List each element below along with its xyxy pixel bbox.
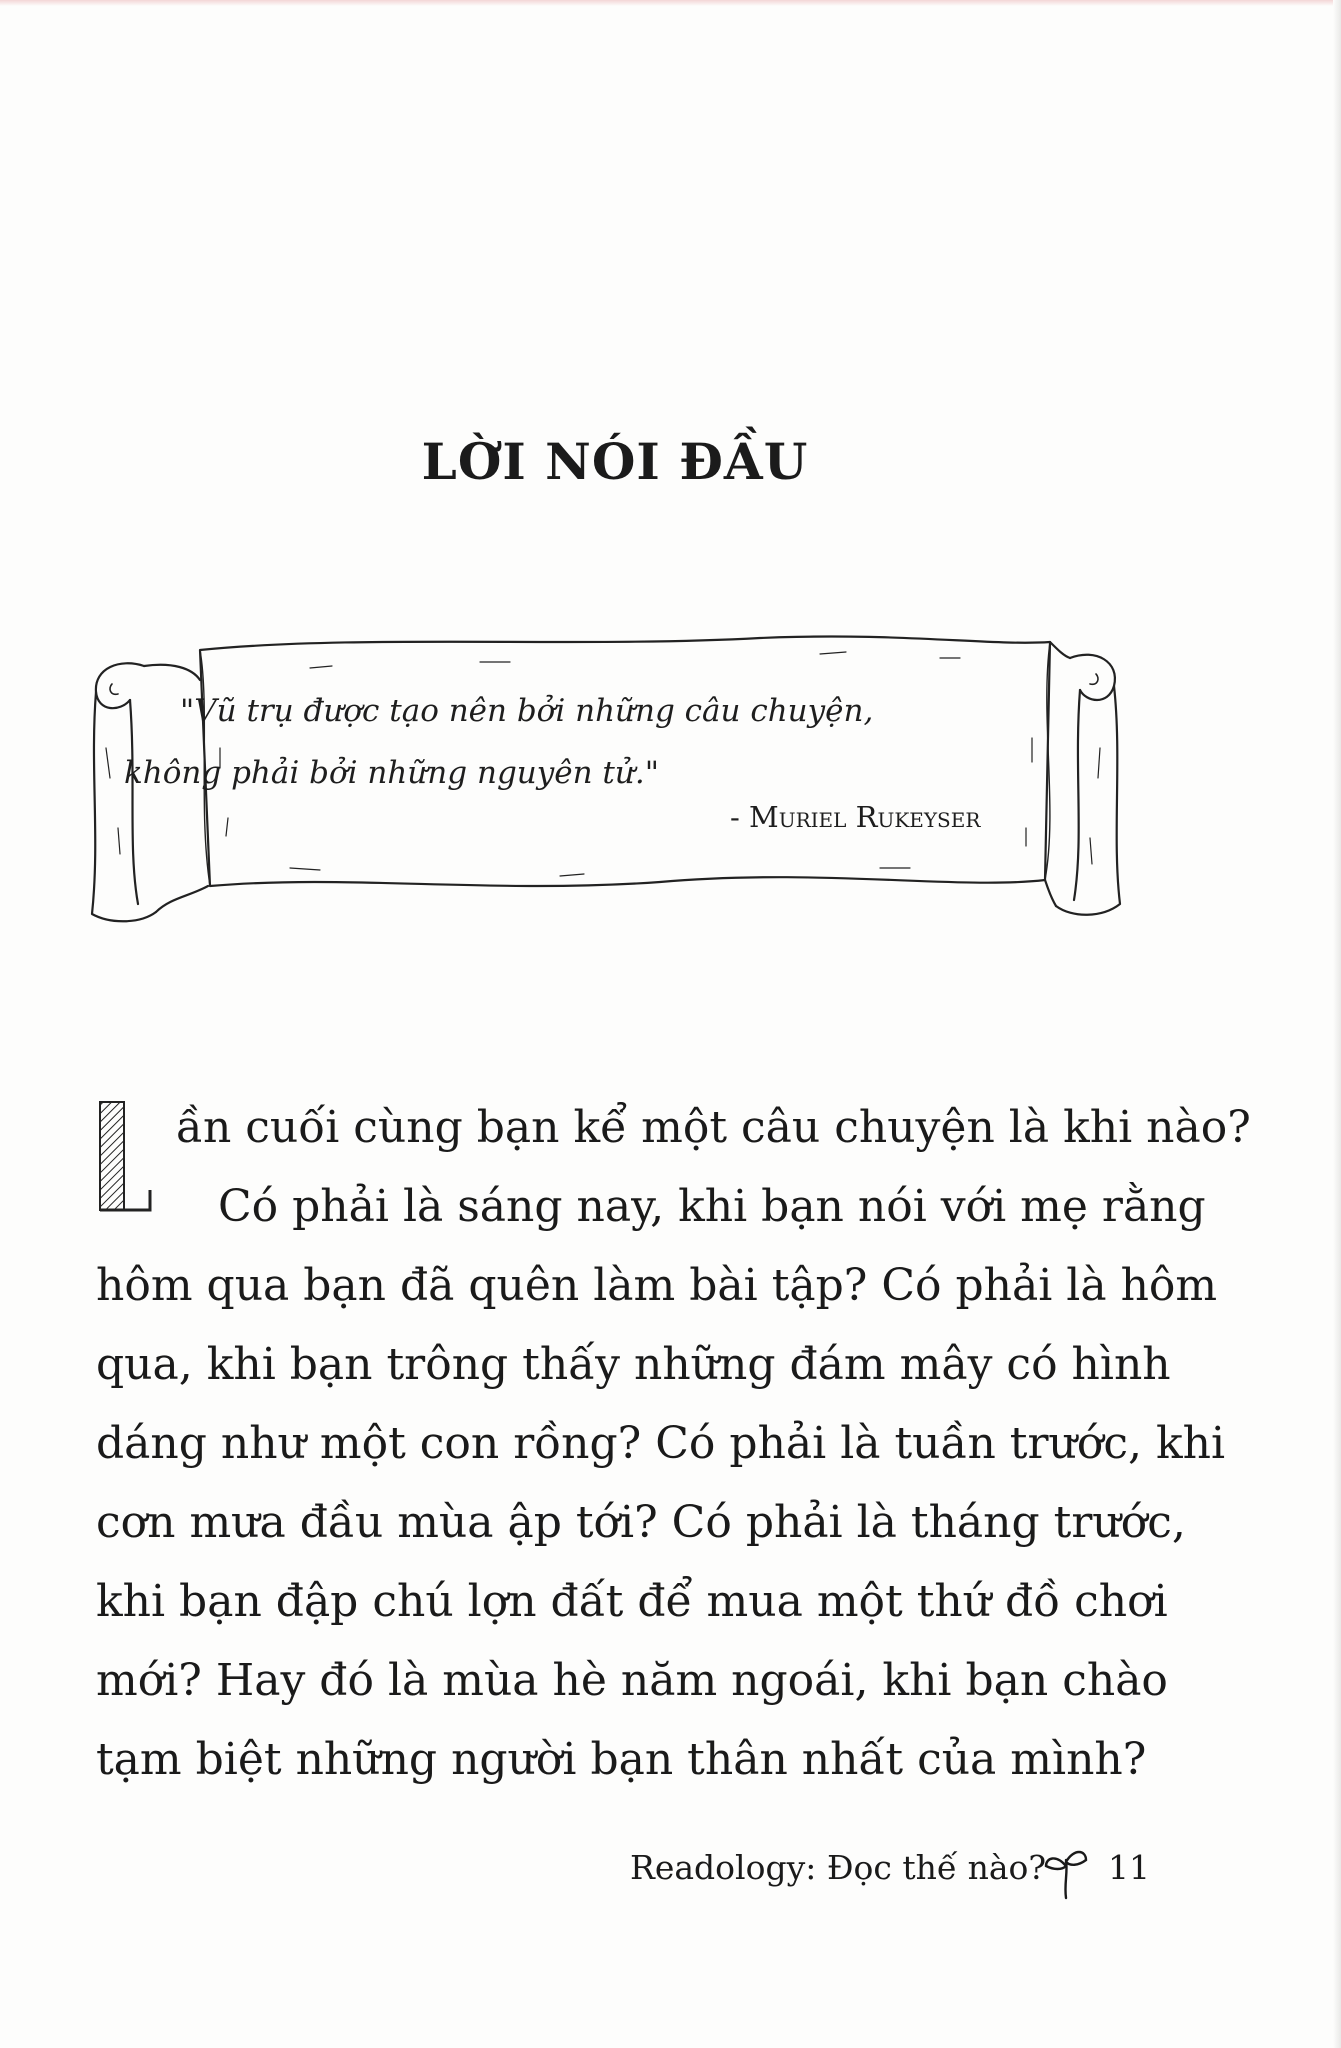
sprout-icon	[1042, 1840, 1090, 1900]
body-line: khi bạn đập chú lợn đất để mua một thứ đồ chơi	[96, 1576, 1168, 1627]
body-line: mới? Hay đó là mùa hè năm ngoái, khi bạn chào	[96, 1655, 1168, 1706]
body-line: hôm qua bạn đã quên làm bài tập? Có phải là hôm	[96, 1260, 1218, 1311]
epigraph-attribution: - Muriel Rukeyser	[730, 800, 981, 834]
body-paragraph	[96, 1088, 1251, 1799]
page-top-edge	[0, 0, 1341, 6]
running-title: Readology: Đọc thế nào?	[630, 1848, 1047, 1887]
page-number: 11	[1108, 1848, 1150, 1887]
body-line: ần cuối cùng bạn kể một câu chuyện là khi nào?	[176, 1102, 1251, 1153]
epigraph-quote	[124, 680, 1060, 804]
page-footer	[630, 1848, 1150, 1908]
body-line: qua, khi bạn trông thấy những đám mây có hình	[96, 1339, 1171, 1390]
body-line: tạm biệt những người bạn thân nhất của mình?	[96, 1734, 1147, 1785]
page-right-edge	[1333, 0, 1341, 2048]
chapter-title: LỜI NÓI ĐẦU	[421, 432, 809, 491]
body-line: dáng như một con rồng? Có phải là tuần trước, khi	[96, 1418, 1226, 1469]
epigraph-line-2: không phải bởi những nguyên tử."	[124, 755, 659, 791]
epigraph-line-1: "Vũ trụ được tạo nên bởi những câu chuyện,	[180, 693, 874, 729]
body-line: Có phải là sáng nay, khi bạn nói với mẹ rằng	[218, 1181, 1206, 1232]
body-line: cơn mưa đầu mùa ập tới? Có phải là tháng trước,	[96, 1497, 1186, 1548]
